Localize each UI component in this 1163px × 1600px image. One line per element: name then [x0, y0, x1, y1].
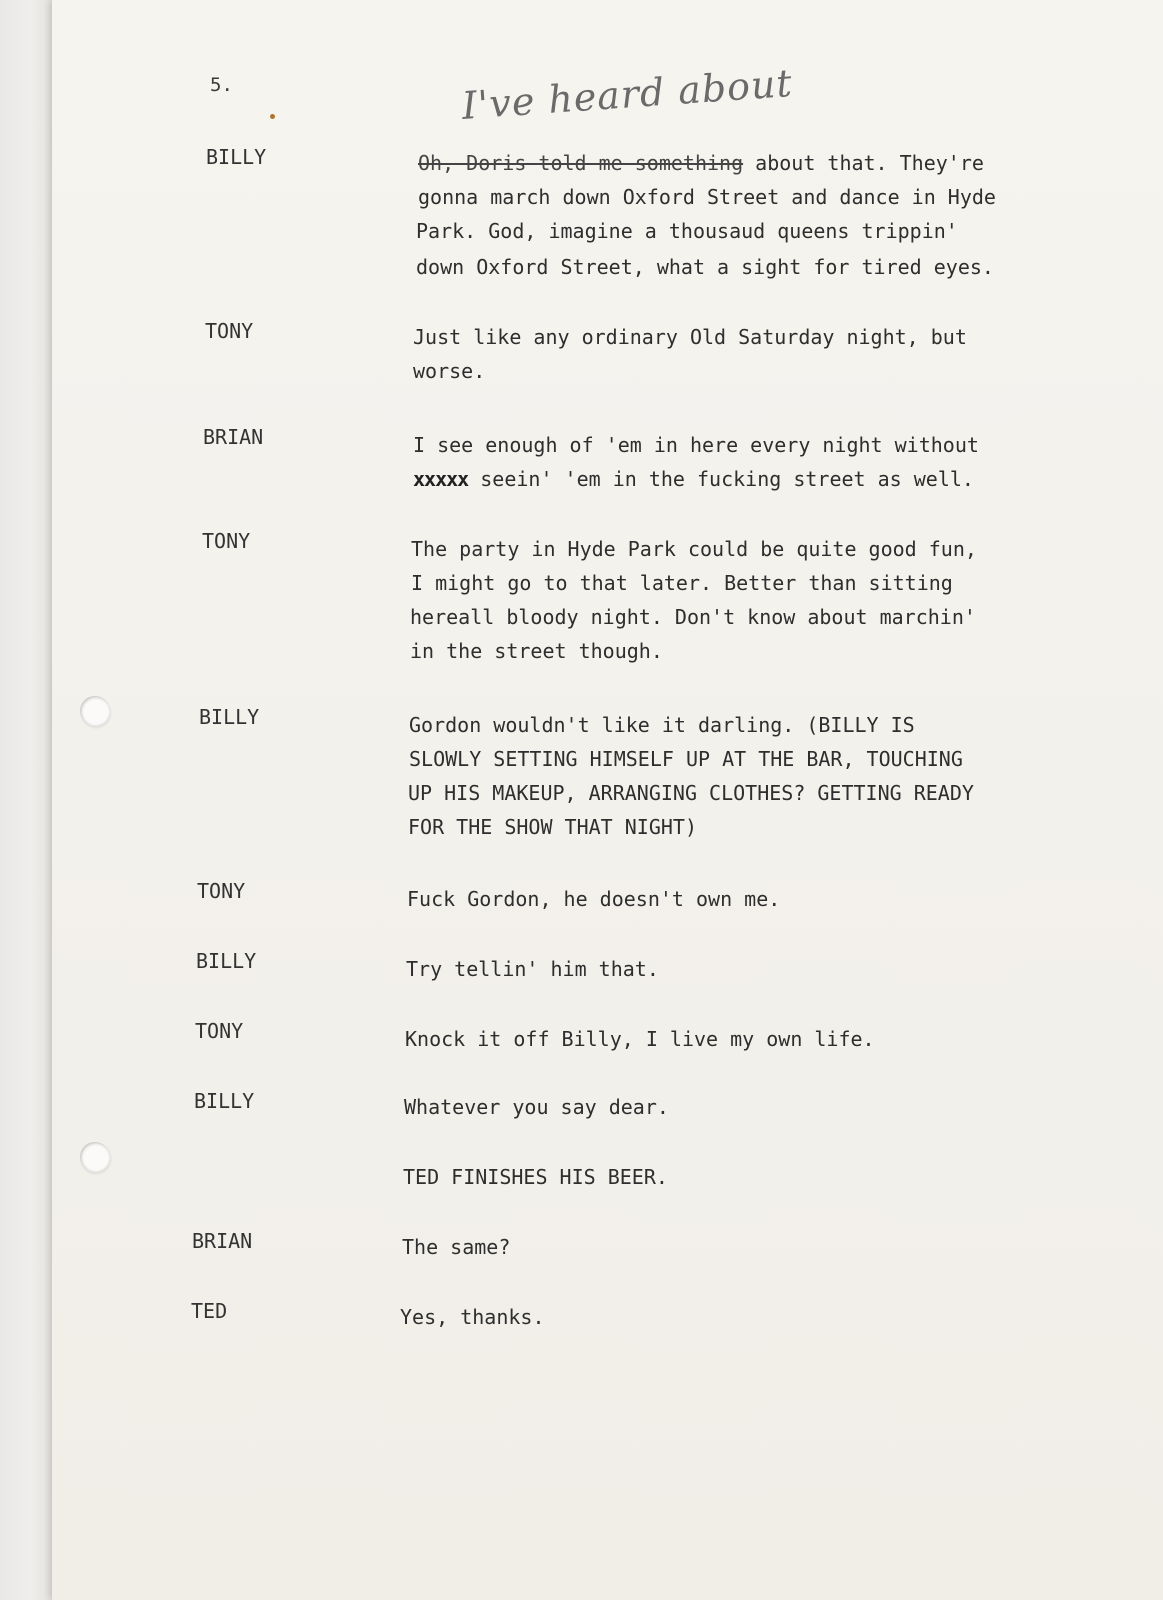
punch-hole-upper: [80, 696, 110, 726]
dialogue-line: I see enough of 'em in here every night without: [413, 433, 979, 457]
dialogue-line-rest: about that. They're: [743, 151, 984, 175]
dialogue-line: Whatever you say dear.: [404, 1095, 669, 1119]
speaker-name: BILLY: [196, 949, 257, 973]
dialogue-line: Knock it off Billy, I live my own life.: [405, 1027, 875, 1051]
dialogue-line: Yes, thanks.: [400, 1305, 545, 1329]
handwritten-annotation: I've heard about: [460, 60, 795, 128]
dialogue-line: I might go to that later. Better than sitting: [411, 571, 953, 595]
speaker-name: BRIAN: [192, 1229, 253, 1253]
speaker-name: TONY: [202, 529, 251, 553]
speaker-name: BILLY: [199, 705, 260, 729]
page-edge-strip: [0, 0, 52, 1600]
dialogue-line: FOR THE SHOW THAT NIGHT): [408, 815, 697, 839]
speaker-name: TONY: [205, 319, 254, 343]
dialogue-line: The party in Hyde Park could be quite good fun,: [411, 537, 977, 561]
dialogue-line: [413, 462, 974, 496]
ink-dot: [270, 114, 275, 119]
dialogue-line: gonna march down Oxford Street and dance in Hyde: [418, 185, 996, 209]
dialogue-line: worse.: [413, 359, 486, 383]
punch-hole-lower: [80, 1142, 110, 1172]
dialogue-line: in the street though.: [410, 639, 663, 663]
dialogue-line: hereall bloody night. Don't know about marchin': [410, 605, 976, 629]
dialogue-line: Just like any ordinary Old Saturday night, but: [413, 325, 967, 349]
speaker-name: TONY: [197, 879, 246, 903]
dialogue-line: UP HIS MAKEUP, ARRANGING CLOTHES? GETTING READY: [408, 781, 974, 805]
dialogue-line: SLOWLY SETTING HIMSELF UP AT THE BAR, TOUCHING: [409, 747, 963, 771]
dialogue-line-rest: seein' 'em in the fucking street as well.: [468, 467, 974, 491]
page-number: 5.: [210, 74, 233, 96]
speaker-name: BRIAN: [203, 425, 264, 449]
speaker-name: BILLY: [194, 1089, 255, 1113]
dialogue-line: [418, 146, 984, 180]
dialogue-line: Park. God, imagine a thousaud queens trippin': [416, 219, 958, 243]
dialogue-line: Gordon wouldn't like it darling. (BILLY IS: [409, 713, 915, 737]
speaker-name: TED: [191, 1299, 228, 1323]
dialogue-line: The same?: [402, 1235, 511, 1259]
typed-over-text: xxxxx: [413, 467, 469, 491]
dialogue-line: Fuck Gordon, he doesn't own me.: [407, 887, 781, 911]
stage-direction: TED FINISHES HIS BEER.: [403, 1165, 668, 1189]
speaker-name: BILLY: [206, 145, 267, 169]
dialogue-line: down Oxford Street, what a sight for tired eyes.: [416, 255, 994, 279]
speaker-name: TONY: [195, 1019, 244, 1043]
dialogue-line: Try tellin' him that.: [406, 957, 659, 981]
struck-out-text: Oh, Doris told me something: [418, 151, 744, 175]
